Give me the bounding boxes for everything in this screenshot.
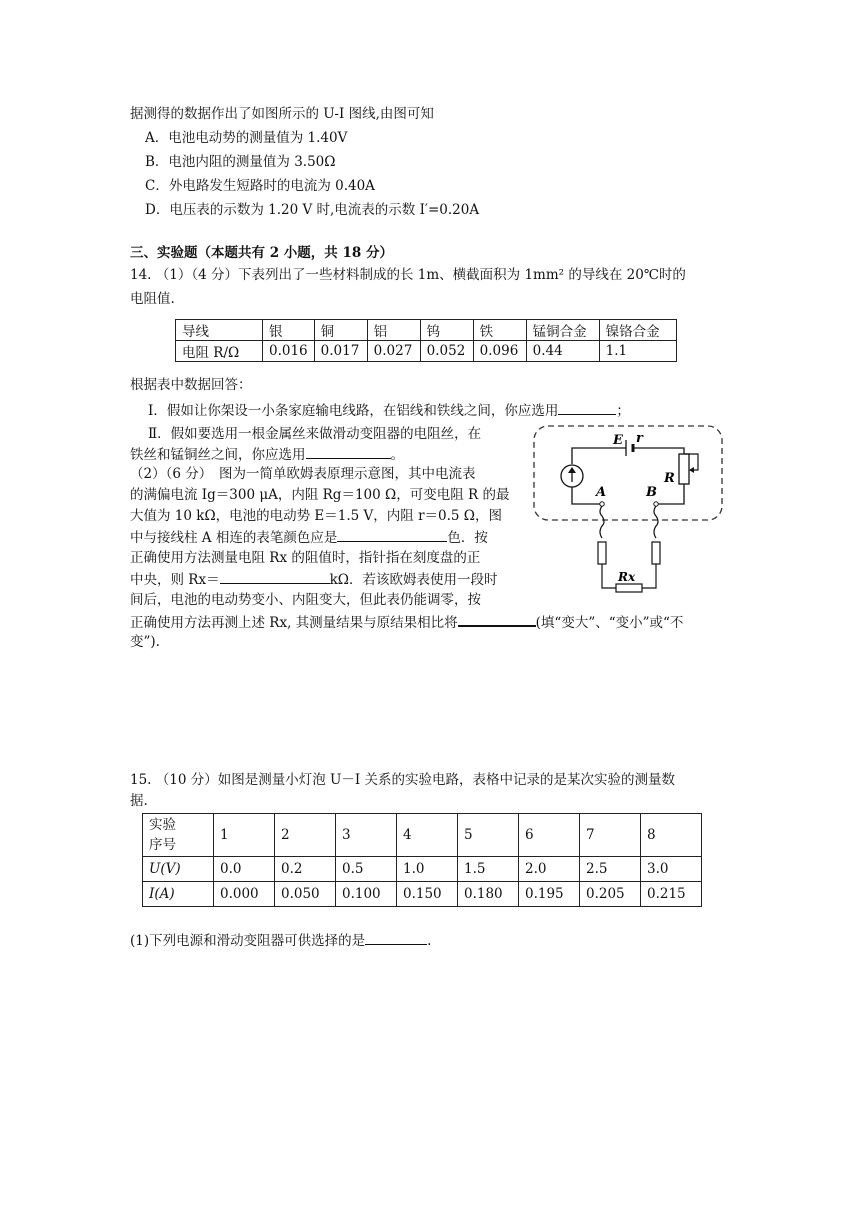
q14-line2: 电阻值. bbox=[130, 291, 175, 307]
table-cell: 导线 bbox=[176, 320, 263, 341]
table-cell: 铝 bbox=[367, 320, 420, 341]
q15-line2: 据. bbox=[130, 793, 148, 809]
table-cell: 1.0 bbox=[397, 857, 458, 882]
answer-blank-4[interactable] bbox=[220, 569, 330, 584]
table-cell: 银 bbox=[263, 320, 315, 341]
table-cell: 4 bbox=[397, 814, 458, 857]
table-cell: 0.052 bbox=[420, 341, 473, 362]
table-cell: 0.016 bbox=[263, 341, 315, 362]
table-cell: 0.195 bbox=[519, 882, 580, 907]
option-c: C．外电路发生短路时的电流为 0.40A bbox=[145, 178, 375, 194]
table-cell: 7 bbox=[580, 814, 641, 857]
ohmmeter-circuit-diagram bbox=[530, 420, 730, 600]
answer-blank-6[interactable] bbox=[365, 930, 427, 945]
q14-p2-line8 bbox=[130, 611, 683, 633]
table-cell: 0.096 bbox=[473, 341, 526, 362]
label-e: E bbox=[613, 433, 623, 448]
table-cell: 3 bbox=[336, 814, 397, 857]
lead-b bbox=[654, 506, 658, 538]
label-rx: Rx bbox=[618, 570, 636, 584]
table-cell: 镍铬合金 bbox=[599, 320, 676, 341]
table-cell: 0.0 bbox=[214, 857, 275, 882]
table-row bbox=[143, 882, 702, 907]
lead-a bbox=[600, 506, 604, 538]
variable-resistor bbox=[679, 454, 689, 484]
q14-color-end: 色．按 bbox=[447, 530, 488, 546]
table-cell: 1.1 bbox=[599, 341, 676, 362]
table-row bbox=[143, 814, 702, 857]
table-cell: 1 bbox=[214, 814, 275, 857]
q14-i bbox=[148, 400, 630, 421]
table-cell: 0.017 bbox=[314, 341, 367, 362]
table-row bbox=[143, 857, 702, 882]
table-cell: 铜 bbox=[314, 320, 367, 341]
resistance-table bbox=[175, 319, 677, 362]
q14-p2-line7: 间后，电池的电动势变小、内阻变大，但此表仍能调零，按 bbox=[130, 592, 481, 608]
table-cell: 0.2 bbox=[275, 857, 336, 882]
table-cell: 0.000 bbox=[214, 882, 275, 907]
table-cell: 2.0 bbox=[519, 857, 580, 882]
table-cell: 2 bbox=[275, 814, 336, 857]
table-cell: 5 bbox=[458, 814, 519, 857]
table-cell: 电阻 R/Ω bbox=[176, 341, 263, 362]
terminal-b bbox=[654, 502, 658, 506]
table-cell: 1.5 bbox=[458, 857, 519, 882]
table-cell: 2.5 bbox=[580, 857, 641, 882]
resistor-rx bbox=[616, 584, 642, 592]
q15-sub1-text: (1)下列电源和滑动变阻器可供选择的是 bbox=[130, 933, 366, 949]
q14-ii-text: 铁丝和锰铜丝之间，你应选用 bbox=[130, 447, 306, 463]
table-cell: U(V) bbox=[143, 857, 214, 882]
answer-blank-5[interactable] bbox=[458, 611, 536, 627]
q14-i-text: Ⅰ．假如让你架设一小条家庭输电线路，在铝线和铁线之间，你应选用 bbox=[148, 403, 559, 419]
answer-blank-2[interactable] bbox=[306, 444, 391, 459]
option-a: A．电池电动势的测量值为 1.40V bbox=[145, 130, 348, 146]
q14-p2-line5: 正确使用方法测量电阻 Rx 的阻值时，指针指在刻度盘的正 bbox=[130, 550, 481, 566]
q14-p2-line3: 大值为 10 kΩ，电池的电动势 E＝1.5 V，内阻 r＝0.5 Ω，图 bbox=[130, 508, 502, 524]
table-cell: 钨 bbox=[420, 320, 473, 341]
q14-color-text: 中与接线柱 A 相连的表笔颜色应是 bbox=[130, 530, 338, 546]
q14-fill-hint: (填“变大”、“变小”或“不 bbox=[535, 615, 684, 631]
option-d: D．电压表的示数为 1.20 V 时,电流表的示数 I′=0.20A bbox=[145, 202, 480, 218]
label-a: A bbox=[596, 485, 607, 500]
q14-p2-line2: 的满偏电流 Ig＝300 μA，内阻 Rg＝100 Ω，可变电阻 R 的最 bbox=[130, 487, 510, 503]
table-cell: 0.5 bbox=[336, 857, 397, 882]
answer-intro: 根据表中数据回答： bbox=[130, 377, 252, 393]
table-cell: 8 bbox=[641, 814, 702, 857]
label-b: B bbox=[646, 485, 657, 500]
q14-p2-line9: 变”). bbox=[130, 634, 160, 650]
table-cell: 实验 序号 bbox=[143, 814, 214, 857]
table-cell: 0.180 bbox=[458, 882, 519, 907]
q14-p2-line6 bbox=[130, 569, 497, 590]
table-cell: 0.150 bbox=[397, 882, 458, 907]
q15-sub1-end: . bbox=[427, 933, 432, 949]
table-row bbox=[176, 320, 677, 341]
terminal-a bbox=[600, 502, 604, 506]
table-cell: 0.027 bbox=[367, 341, 420, 362]
q14-line1: 14. （1）（4 分）下表列出了一些材料制成的长 1m、横截面积为 1mm² 的导线在 20℃时的 bbox=[130, 267, 686, 283]
table-cell: 0.44 bbox=[526, 341, 599, 362]
table-cell: 锰铜合金 bbox=[526, 320, 599, 341]
table-cell: 6 bbox=[519, 814, 580, 857]
answer-blank-1[interactable] bbox=[558, 400, 616, 415]
q14-p2-line4 bbox=[130, 527, 488, 548]
answer-blank-3[interactable] bbox=[337, 527, 447, 542]
table-row bbox=[176, 341, 677, 362]
label-big-r: R bbox=[664, 471, 675, 486]
table-cell: I(A) bbox=[143, 882, 214, 907]
table-cell: 0.205 bbox=[580, 882, 641, 907]
q14-ii-end: 。 bbox=[390, 447, 404, 463]
q15-sub1 bbox=[130, 930, 431, 951]
label-r: r bbox=[636, 431, 643, 446]
table-cell: 0.215 bbox=[641, 882, 702, 907]
option-b: B．电池内阻的测量值为 3.50Ω bbox=[145, 154, 336, 170]
q14-p2-line1: （2）（6 分） 图为一简单欧姆表原理示意图，其中电流表 bbox=[130, 466, 476, 482]
prev-intro: 据测得的数据作出了如图所示的 U-I 图线,由图可知 bbox=[130, 106, 434, 122]
q14-i-end: ； bbox=[616, 403, 630, 419]
table-cell: 3.0 bbox=[641, 857, 702, 882]
section-heading: 三、实验题（本题共有 2 小题，共 18 分） bbox=[130, 245, 393, 261]
q14-kohm-end: kΩ．若该欧姆表使用一段时 bbox=[329, 572, 498, 588]
table-cell: 0.100 bbox=[336, 882, 397, 907]
measurement-table bbox=[142, 813, 702, 907]
q14-rx-text: 中央，则 Rx＝ bbox=[130, 572, 220, 588]
table-cell: 0.050 bbox=[275, 882, 336, 907]
q15-line1: 15. （10 分）如图是测量小灯泡 U－I 关系的实验电路，表格中记录的是某次实验的测量数 bbox=[130, 772, 676, 788]
q14-result-text: 正确使用方法再测上述 Rx, 其测量结果与原结果相比将 bbox=[130, 615, 458, 631]
q14-ii-line2 bbox=[130, 444, 404, 465]
table-cell: 铁 bbox=[473, 320, 526, 341]
q14-ii-line1: Ⅱ．假如要选用一根金属丝来做滑动变阻器的电阻丝，在 bbox=[148, 426, 482, 442]
